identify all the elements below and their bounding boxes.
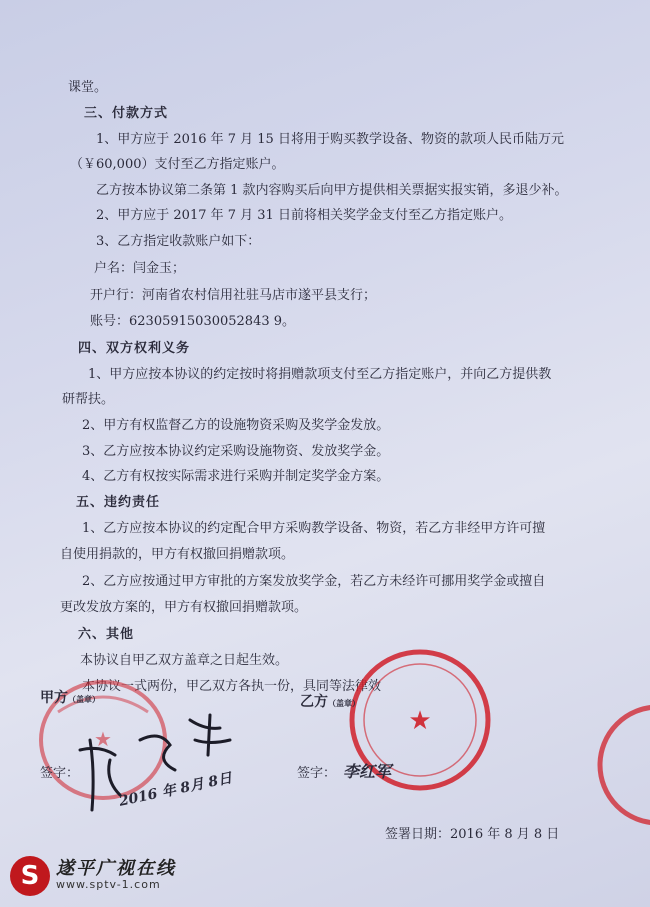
- text-line: 2、甲方应于 2017 年 7 月 31 日前将相关奖学金支付至乙方指定账户。: [96, 208, 512, 223]
- text-line: 1、乙方应按本协议的约定配合甲方采购教学设备、物资，若乙方非经甲方许可擅: [82, 521, 546, 536]
- text-line: 课堂。: [68, 80, 108, 95]
- section-heading-breach: 五、违约责任: [76, 495, 161, 510]
- signing-date: 签署日期：2016 年 8 月 8 日: [385, 827, 560, 842]
- svg-text:★: ★: [408, 706, 432, 736]
- svg-text:★: ★: [94, 727, 112, 751]
- partial-seal: [588, 700, 650, 830]
- text-line: 2、乙方应按通过甲方审批的方案发放奖学金，若乙方未经许可挪用奖学金或擅自: [82, 574, 546, 589]
- text-line: 开户行：河南省农村信用社驻马店市遂平县支行；: [90, 288, 377, 303]
- text-line: 户名：闫金玉；: [94, 261, 186, 276]
- site-logo-icon: S: [10, 856, 50, 896]
- account-number: 账号：62305915030052843 9。: [90, 314, 296, 329]
- text-line: 1、甲方应于 2016 年 7 月 15 日将用于购买教学设备、物资的款项人民币陆万元: [96, 132, 564, 147]
- party-b-label: [300, 694, 360, 711]
- text-line: 4、乙方有权按实际需求进行采购并制定奖学金方案。: [82, 469, 390, 484]
- section-heading-other: 六、其他: [78, 627, 135, 642]
- section-heading-rights: 四、双方权利义务: [78, 341, 191, 356]
- text-line: 2、甲方有权监督乙方的设施物资采购及奖学金发放。: [82, 418, 390, 433]
- text-line: 3、乙方指定收款账户如下：: [96, 234, 261, 249]
- text-line: 研帮扶。: [62, 392, 115, 407]
- site-url: www.sptv-1.com: [56, 878, 161, 891]
- section-heading-payment: 三、付款方式: [84, 106, 169, 121]
- text-line: 自使用捐款的，甲方有权撤回捐赠款项。: [60, 547, 295, 562]
- party-b-seal-note: （盖章）: [328, 698, 360, 708]
- site-name: 遂平广视在线: [56, 858, 176, 879]
- party-b-sign-label: 签字：: [297, 766, 337, 781]
- party-a-text: 甲方: [40, 690, 68, 706]
- text-line: 更改发放方案的，甲方有权撤回捐赠款项。: [60, 600, 308, 615]
- handwritten-date: 2016 年 8月 8日: [117, 770, 234, 810]
- text-line: 本协议自甲乙双方盖章之日起生效。: [80, 653, 289, 668]
- party-a-signature: [70, 700, 260, 850]
- text-line: 乙方按本协议第二条第 1 款内容购买后向甲方提供相关票据实报实销，多退少补。: [96, 183, 568, 198]
- party-b-signature: 李红军: [343, 762, 392, 781]
- text-line: 1、甲方应按本协议的约定按时将捐赠款项支付至乙方指定账户，并向乙方提供教: [88, 367, 552, 382]
- party-a-sign-label: 签字：: [40, 766, 80, 781]
- text-line: 3、乙方应按本协议约定采购设施物资、发放奖学金。: [82, 444, 390, 459]
- party-a-seal-note: （盖章）: [68, 694, 100, 704]
- site-watermark: [10, 852, 260, 902]
- text-line: （￥60,000）支付至乙方指定账户。: [70, 157, 285, 172]
- party-b-text: 乙方: [300, 694, 328, 710]
- text-line: 本协议一式两份，甲乙双方各执一份，具同等法律效: [82, 679, 382, 694]
